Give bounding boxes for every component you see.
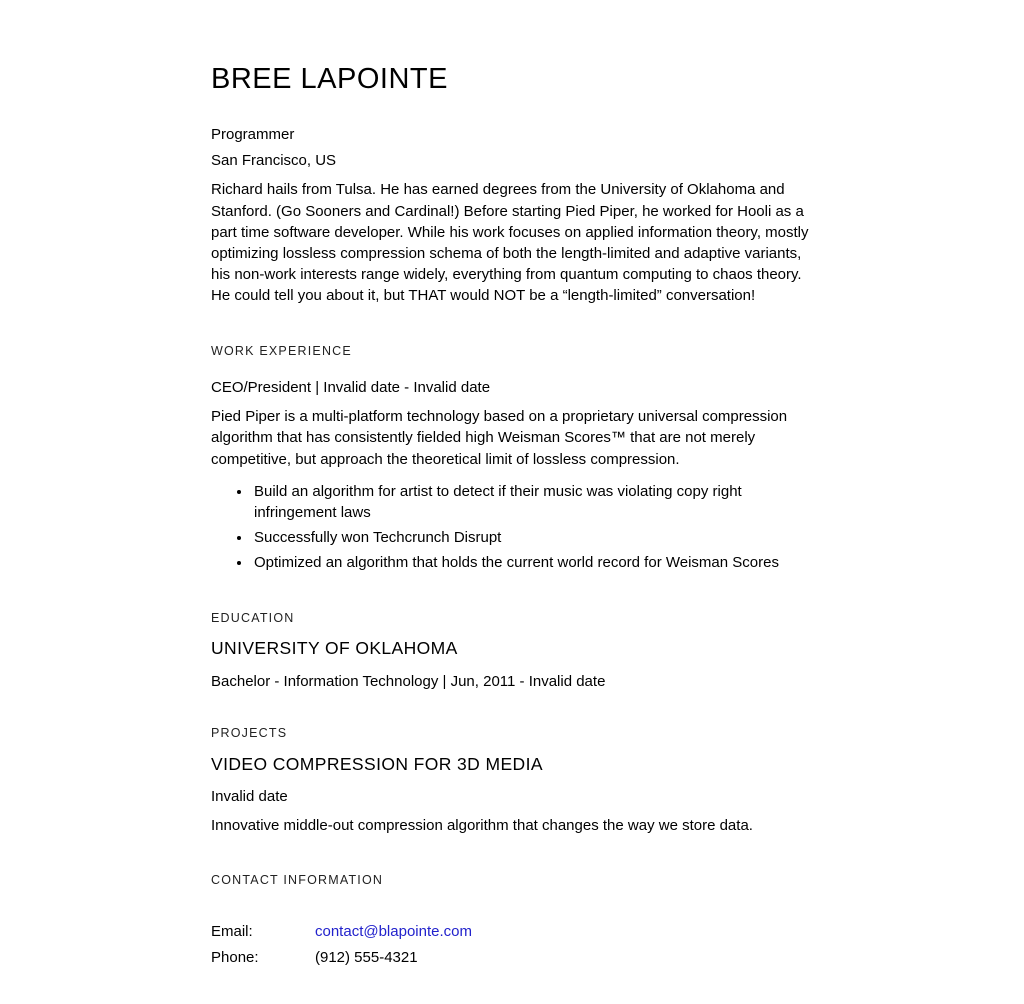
education-details: Bachelor - Information Technology | Jun, 2011 - Invalid date [211,672,606,690]
job-position-line: CEO/President | Invalid date - Invalid date [211,379,491,397]
section-contact-information [211,874,812,965]
section-work-experience [211,345,812,574]
page-title: BREE LAPOINTE [211,63,448,95]
contact-information-heading: CONTACT INFORMATION [211,873,384,888]
project-date: Invalid date [211,788,288,806]
phone-label: Phone: [211,948,259,966]
contact-row-phone [211,950,812,966]
education-school-name: UNIVERSITY OF OKLAHOMA [211,638,458,659]
role-text: Programmer [211,125,295,143]
resume-document [211,64,812,975]
contact-rows [211,924,812,966]
location-text: San Francisco, US [211,151,337,169]
project-description: Innovative middle-out compression algorithm that changes the way we store data. [211,817,753,835]
project-title: VIDEO COMPRESSION FOR 3D MEDIA [211,754,543,775]
job-highlights-list [211,481,812,574]
work-experience-heading: WORK EXPERIENCE [211,343,352,358]
phone-value: (912) 555-4321 [315,948,418,966]
summary-paragraph: Richard hails from Tulsa. He has earned degrees from the University of Oklahoma and Stanford. (Go Sooners and Cardinal!) Before starting Pied Piper, he worked for Hooli as a part time software developer. While his work focuses on applied information theory, mostly optimizing lossless compression schema of both the length-limited and adaptive variants, his non-work interests range widely, everything from quantum computing to chaos theory. He could tell you about it, but THAT would NOT be a “length-limited” conversation! [211,181,809,305]
job-description: Pied Piper is a multi-platform technology based on a proprietary universal compression algorithm that has consistently fielded high Weisman Scores™ that are not merely competitive, but approach the theoretical limit of lossless compression. [211,408,788,468]
section-projects [211,727,812,836]
contact-row-email [211,924,812,940]
job-highlight-item: • Successfully won Techcrunch Disrupt [252,527,812,548]
email-label: Email: [211,922,253,940]
section-education [211,612,812,690]
email-link[interactable]: contact@blapointe.com [315,922,472,940]
job-highlight-item: • Optimized an algorithm that holds the current world record for Weisman Scores [252,552,812,573]
education-heading: EDUCATION [211,610,295,625]
job-highlight-item: • Build an algorithm for artist to detect if their music was violating copy right infringement laws [252,481,812,523]
projects-heading: PROJECTS [211,726,288,741]
